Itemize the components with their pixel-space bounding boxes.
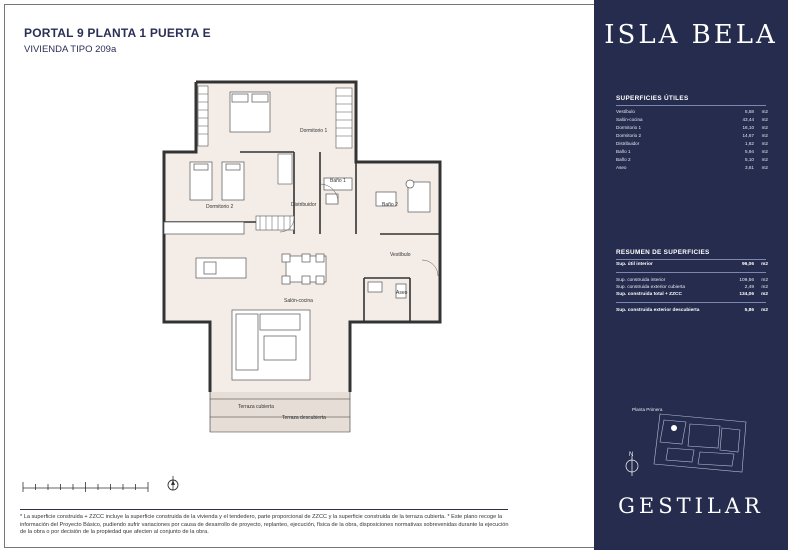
room-dormitorio-1: Dormitorio 1	[300, 128, 328, 134]
useful-row: Dormitorio 2 14,67 m2	[616, 133, 768, 138]
summary-row: Sup. construida exterior cubierta 2,49 m2	[616, 285, 768, 290]
location-keymap	[624, 404, 764, 484]
room-dormitorio-2: Dormitorio 2	[206, 204, 234, 210]
svg-text:N: N	[629, 452, 634, 458]
divider	[616, 105, 766, 106]
compass-icon	[166, 474, 180, 492]
useful-row: Distribuidor 1,62 m2	[616, 141, 768, 146]
useful-row: Salón-cocina 43,44 m2	[616, 117, 768, 122]
gestilar-logo: GESTILAR	[618, 494, 764, 518]
room-bano-1: Baño 1	[330, 178, 346, 184]
page-subtitle: VIVIENDA TIPO 209a	[24, 44, 117, 55]
info-panel	[594, 0, 788, 550]
summary-exterior-row: Sup. construida exterior descubierta 5,86 m2	[616, 308, 768, 313]
room-distribuidor: Distribuidor	[291, 202, 317, 208]
divider	[616, 259, 766, 260]
divider	[616, 272, 766, 273]
divider	[616, 302, 766, 303]
room-terraza-descubierta: Terraza descubierta	[282, 415, 326, 421]
room-salon-cocina: Salón-cocina	[284, 298, 313, 304]
summary-title: RESUMEN DE SUPERFICIES	[616, 249, 710, 256]
room-aseo: Aseo	[396, 290, 408, 296]
useful-row: Dormitorio 1 16,10 m2	[616, 125, 768, 130]
useful-row: Aseo 3,61 m2	[616, 165, 768, 170]
disclaimer-note: * La superficie construida + ZZCC incluye la superficie construida de la vivienda y el tendedero, parte proporcional de ZZCC y la superficie construida de la terraza cubierta. * Este plano recoge la información del Proyecto Básico, pudiendo sufrir variaciones por causa de desarrollo de proyecto, replanteo, ejecución, física de la obra, disposiciones normativas sobrevenidas durante la ejecución de la obra o por decisión de la propiedad que afecten al conjunto de la obra.	[20, 514, 509, 536]
useful-row: Baño 1 5,94 m2	[616, 149, 768, 154]
summary-total-row: Sup. construida total + ZZCC 134,06 m2	[616, 292, 768, 297]
summary-useful-row: Sup. útil interior 96,06 m2	[616, 262, 768, 267]
summary-row: Sup. construida interior 109,56 m2	[616, 278, 768, 283]
room-bano-2: Baño 2	[382, 202, 398, 208]
brand-logo: ISLA BELA	[604, 20, 778, 50]
useful-row: Vestíbulo 5,58 m2	[616, 109, 768, 114]
room-vestibulo: Vestíbulo	[390, 252, 411, 258]
useful-surfaces-title: SUPERFICIES ÚTILES	[616, 95, 689, 102]
note-divider	[20, 509, 508, 510]
floor-plan	[150, 74, 450, 444]
useful-row: Baño 2 5,10 m2	[616, 157, 768, 162]
room-terraza-cubierta: Terraza cubierta	[238, 404, 274, 410]
scale-bar	[22, 478, 152, 494]
keymap-label: Planta Primera	[632, 407, 663, 412]
page-title: PORTAL 9 PLANTA 1 PUERTA E	[24, 26, 211, 40]
